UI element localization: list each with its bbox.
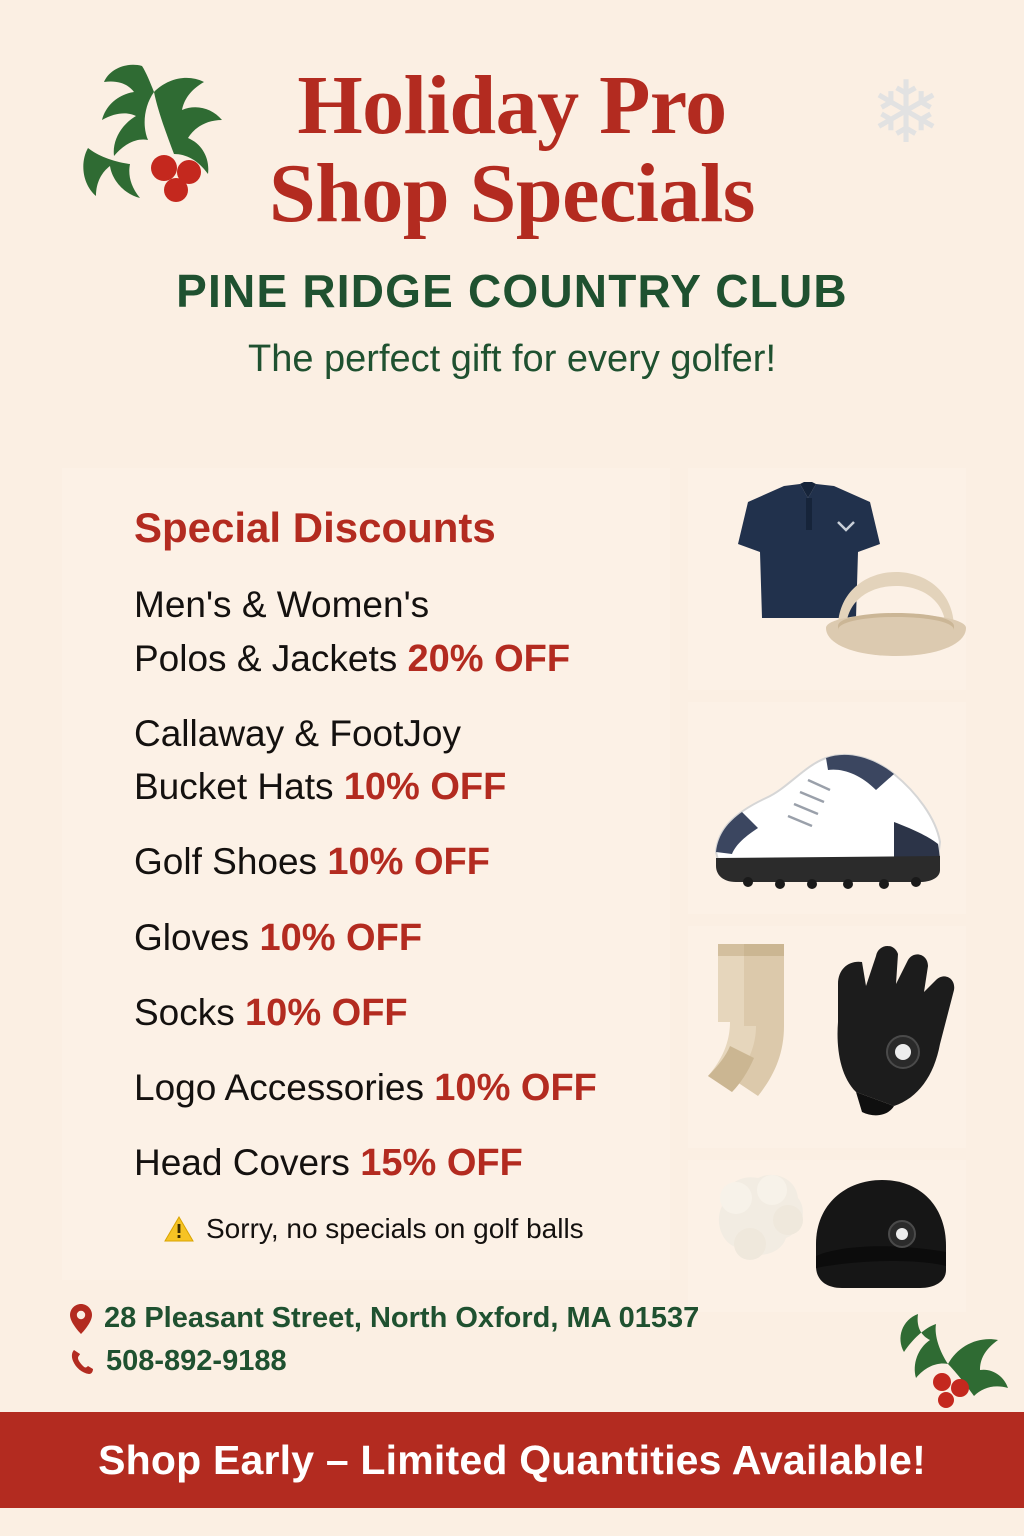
footer-text: Shop Early – Limited Quantities Available! — [98, 1436, 926, 1483]
head-covers-icon — [688, 1160, 966, 1312]
white-golf-shoe-icon — [688, 702, 966, 914]
item-discount: 10% OFF — [343, 766, 507, 809]
footer-banner — [0, 1412, 1024, 1508]
snowflake-icon: ❄ — [869, 65, 942, 161]
socks-and-black-glove-icon — [688, 926, 966, 1148]
contact-info — [70, 1302, 699, 1388]
product-gallery — [688, 468, 966, 1324]
address-text: 28 Pleasant Street, North Oxford, MA 01537 — [104, 1302, 700, 1334]
product-image-socks-and-glove — [688, 926, 966, 1148]
item-label-line-1: Callaway & FootJoy — [134, 712, 461, 754]
page-title — [0, 59, 1024, 241]
club-name: PINE RIDGE COUNTRY CLUB — [176, 265, 848, 318]
list-item — [134, 707, 640, 816]
item-discount: 15% OFF — [360, 1141, 523, 1184]
item-discount: 10% OFF — [434, 1066, 597, 1109]
location-pin-icon — [70, 1304, 92, 1334]
phone-icon — [70, 1348, 94, 1376]
item-label-line-2: Logo Accessories — [134, 1066, 425, 1108]
item-label-line-1: Men's & Women's — [134, 584, 430, 625]
disclaimer-text: Sorry, no specials on golf balls — [206, 1212, 584, 1244]
title-line-1: Holiday Pro — [297, 59, 727, 152]
product-image-golf-shoe — [688, 702, 966, 914]
phone-text: 508-892-9188 — [106, 1345, 287, 1377]
title-line-2: Shop Specials — [268, 147, 755, 241]
item-discount: 10% OFF — [327, 841, 490, 884]
poster-header — [0, 59, 1024, 381]
item-label-line-2: Bucket Hats — [134, 766, 334, 808]
navy-polo-and-bucket-hat-icon — [688, 468, 966, 690]
warning-icon — [164, 1215, 194, 1243]
list-item — [134, 986, 640, 1041]
item-label-line-2: Gloves — [134, 916, 250, 958]
list-item — [134, 911, 640, 966]
item-discount: 20% OFF — [407, 637, 571, 680]
specials-panel — [62, 468, 670, 1280]
item-label-line-2: Golf Shoes — [134, 841, 318, 883]
list-item — [134, 1061, 640, 1116]
list-item — [134, 578, 640, 687]
product-image-polo-and-hat — [688, 468, 966, 690]
address-row — [70, 1302, 699, 1335]
phone-row — [70, 1345, 699, 1378]
product-image-head-covers — [688, 1160, 966, 1312]
item-label-line-2: Socks — [134, 991, 235, 1033]
item-discount: 10% OFF — [245, 991, 408, 1034]
item-discount: 10% OFF — [259, 916, 423, 959]
tagline: The perfect gift for every golfer! — [247, 338, 776, 381]
item-label-line-2: Polos & Jackets — [134, 637, 398, 679]
disclaimer — [164, 1213, 640, 1245]
item-label-line-2: Head Covers — [134, 1141, 350, 1183]
list-item — [134, 1136, 640, 1191]
list-item — [134, 835, 640, 890]
specials-heading: Special Discounts — [134, 504, 496, 551]
holly-icon — [884, 1306, 1012, 1416]
